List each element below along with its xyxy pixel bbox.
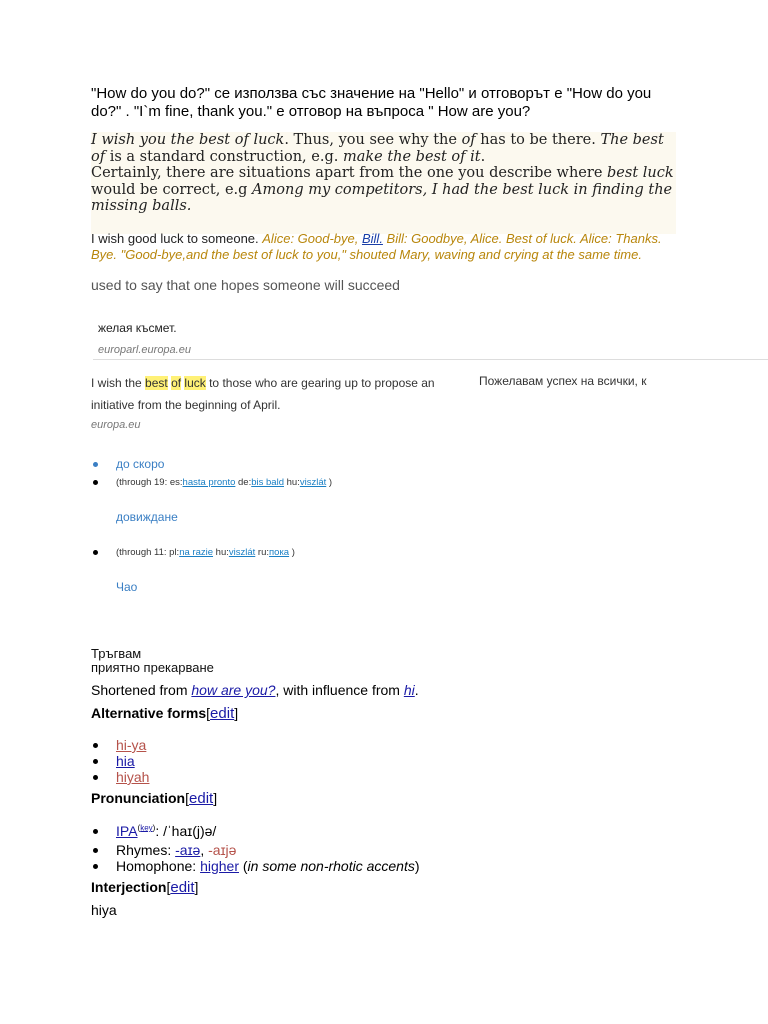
- ipa-item: $IPA^{(key)}$: /ˈhaɪ(j)ə/: [116, 823, 217, 839]
- bg-line: Тръгвам: [91, 646, 142, 661]
- rhymes-item: Rhymes: -aɪə, -aɪjə: [116, 842, 237, 858]
- homophone-link[interactable]: higher: [200, 858, 239, 874]
- example-text: I wish the: [91, 376, 146, 390]
- translation-through: (through 19: es:hasta pronto de:bis bald hu:viszlát ): [116, 477, 333, 488]
- quote-italic: make the best of it: [342, 148, 481, 165]
- source-label: europa.eu: [91, 419, 141, 431]
- translation-link[interactable]: bis bald: [251, 477, 284, 488]
- translation-link[interactable]: hasta pronto: [182, 477, 236, 488]
- quote-text: .: [480, 148, 486, 165]
- highlight-word: luck: [184, 376, 206, 390]
- quote-italic: I wish you the best of luck: [91, 132, 285, 148]
- etymology: Shortened from how are you?, with influence from hi.: [91, 682, 419, 698]
- headword: hiya: [91, 902, 117, 918]
- dialogue-example: [91, 231, 676, 263]
- bullet: [93, 480, 98, 485]
- homophone-note: in some non-rhotic accents: [247, 858, 415, 874]
- dialogue-text: Alice: Good-bye,: [262, 231, 362, 246]
- section-heading-interjection: Interjection[edit]: [91, 879, 199, 896]
- alt-form-item: [116, 753, 135, 769]
- bullet: [93, 550, 98, 555]
- ipa-link[interactable]: IPA: [116, 823, 138, 839]
- quote-text: has to be there.: [475, 132, 601, 148]
- edit-link[interactable]: edit: [210, 705, 235, 722]
- quote-italic: Among my competitors, I had the best luck in finding the missing balls.: [91, 181, 673, 214]
- alt-form-item: [116, 737, 146, 753]
- highlight-word: best: [145, 376, 168, 390]
- bill-link[interactable]: Bill.: [361, 231, 383, 246]
- key-link[interactable]: key: [140, 823, 153, 833]
- homophone-item: Homophone: higher (in some non-rhotic accents): [116, 858, 420, 874]
- etymology-link[interactable]: how are you?: [191, 682, 276, 698]
- ipa-value: : /ˈhaɪ(j)ə/: [155, 823, 217, 839]
- alt-form-link[interactable]: hi-ya: [116, 737, 147, 753]
- edit-link[interactable]: edit: [170, 879, 195, 896]
- alt-form-item: [116, 769, 149, 785]
- example-sentence-en: [91, 372, 436, 416]
- dialogue-intro: I wish good luck to someone.: [91, 231, 263, 246]
- bullet: [93, 462, 98, 467]
- translation-link[interactable]: viszlát: [299, 477, 327, 488]
- quote-text: . Thus, you see why the: [284, 132, 462, 148]
- etymology-link[interactable]: hi: [403, 682, 415, 698]
- bg-line: приятно прекарване: [91, 660, 214, 675]
- translation-through: (through 11: pl:na razie hu:viszlát ru:пока ): [116, 547, 295, 558]
- quote-italic: of: [461, 132, 476, 148]
- source-label: europarl.europa.eu: [98, 344, 191, 356]
- section-heading-pronunciation: Pronunciation[edit]: [91, 790, 218, 807]
- bullet: [93, 829, 98, 834]
- edit-link[interactable]: edit: [189, 790, 214, 807]
- section-heading-alternative-forms: Alternative forms[edit]: [91, 705, 239, 722]
- rhyme-link[interactable]: -aɪjə: [208, 842, 237, 858]
- quote-block: [91, 132, 676, 234]
- bullet: [93, 759, 98, 764]
- translation-bg: желая късмет.: [98, 321, 177, 335]
- rhyme-link[interactable]: -aɪə: [175, 842, 201, 858]
- alt-form-link[interactable]: hiyah: [116, 769, 150, 785]
- bullet: [93, 743, 98, 748]
- alt-form-link[interactable]: hia: [116, 753, 135, 769]
- divider: [93, 359, 768, 360]
- example-sentence-bg: Пожелавам успех на всички, к: [479, 374, 647, 388]
- definition: used to say that one hopes someone will succeed: [91, 277, 400, 293]
- dialogue-text: Bill: Goodbye, Alice. Best of luck. Alice: Thanks. Bye. "Good-bye,and the best of luck to you," shouted Mary, waving and crying at the same time.: [91, 231, 662, 262]
- example-text: to those who are gearing up to propose an initiative from the beginning of April.: [91, 376, 435, 412]
- quote-italic: The best of: [91, 132, 664, 165]
- bullet: [93, 775, 98, 780]
- bullet: [93, 848, 98, 853]
- translation-word[interactable]: довиждане: [116, 510, 178, 524]
- bullet: [93, 864, 98, 869]
- translation-link[interactable]: пока: [269, 547, 290, 558]
- translation-link[interactable]: viszlát: [228, 547, 256, 558]
- translation-link[interactable]: na razie: [179, 547, 214, 558]
- quote-italic: best luck: [607, 165, 674, 181]
- quote-text: would be correct, e.g: [91, 181, 253, 198]
- translation-word[interactable]: Чао: [116, 580, 138, 594]
- quote-text: is a standard construction, e.g.: [105, 148, 343, 165]
- highlight-word: of: [171, 376, 182, 390]
- quote-text: Certainly, there are situations apart from the one you describe where: [91, 165, 608, 181]
- intro-paragraph: "How do you do?" се използва със значение на "Hello" и отговорът е "How do you do?" . "I`m fine, thank you." е отговор на въпроса " How are you?: [91, 85, 652, 120]
- translation-word[interactable]: до скоро: [116, 457, 165, 471]
